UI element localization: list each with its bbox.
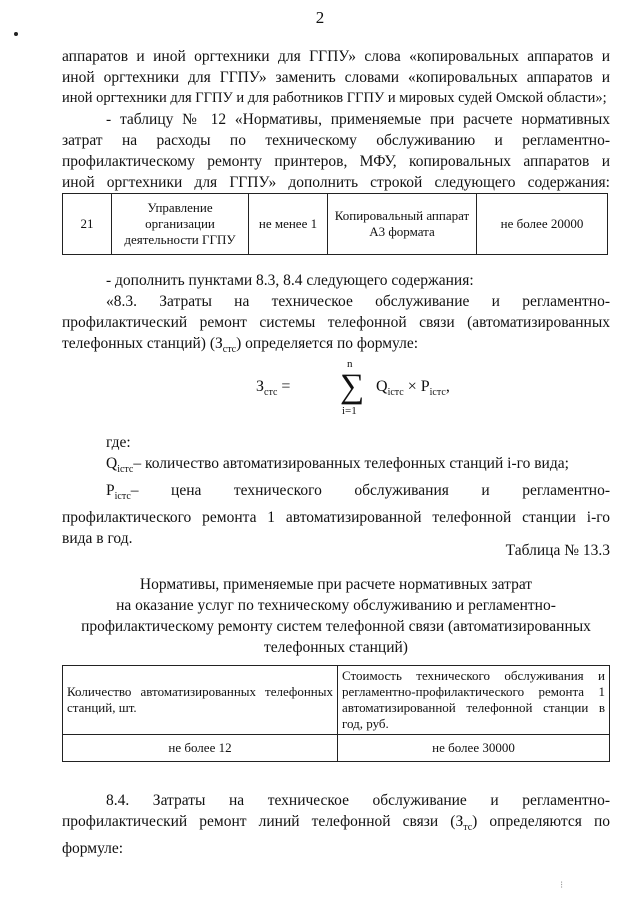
formula-rhs (376, 378, 450, 398)
formula-lhs-symbol: З (256, 378, 265, 395)
formula-equals: = (281, 378, 291, 395)
p83-text: телефонных станций) (З (62, 335, 223, 352)
table-title-line: телефонных станций) (264, 639, 408, 656)
table-title-line: Нормативы, применяемые при расчете нормативных затрат (139, 576, 533, 593)
p84-subscript: тс (463, 822, 473, 834)
table-row (63, 194, 608, 255)
p84-line (62, 811, 610, 838)
p-definition (62, 480, 610, 507)
scan-mark: ⁝ (560, 880, 564, 891)
p-text: – цена технического обслуживания и регламентно- (130, 482, 610, 500)
p-definition-line: вида в год. (62, 530, 133, 548)
intro-paragraph (62, 46, 610, 193)
p84-text: профилактический ремонт линий телефонной связи (З (62, 813, 464, 830)
scan-dot (14, 32, 18, 36)
sum-upper-limit: n (347, 358, 353, 370)
table-label: Таблица № 13.3 (505, 542, 610, 559)
table-header-row (63, 666, 610, 735)
value-cost: не более 30000 (338, 735, 610, 762)
table12-line: затрат на расходы по техническому обслуживанию и регламентно- (62, 132, 610, 149)
table12-line: иной оргтехники для ГГПУ» дополнить строкой следующего содержания: (62, 174, 610, 191)
header-quantity: Количество автоматизированных телефонных станций, шт. (63, 666, 338, 735)
formula-q: Q (376, 378, 388, 395)
table-12-row (62, 193, 608, 255)
p83-line: «8.3. Затраты на техническое обслуживание и регламентно- (106, 293, 610, 310)
p83-line: профилактический ремонт системы телефонной связи (автоматизированных (62, 314, 610, 331)
q-text: – количество автоматизированных телефонных станций i-го вида; (133, 455, 569, 472)
p84-tail: ) определяются по (472, 813, 611, 830)
table-title (62, 574, 610, 658)
add-points-line: - дополнить пунктами 8.3, 8.4 следующего содержания: (106, 272, 474, 289)
formula-end: , (445, 378, 450, 395)
p83-line-last (62, 333, 610, 360)
paragraph-8-3 (62, 270, 610, 360)
q-sub: iстс (117, 464, 134, 476)
p-sub: iстс (114, 491, 131, 503)
formula-lhs-sub: стс (264, 387, 278, 399)
intro-line: иной оргтехники для ГГПУ и для работников ГГПУ и мировых судей Омской области»; (62, 90, 607, 106)
formula-times: × (407, 378, 417, 395)
p83-tail: ) определяется по формуле: (236, 335, 419, 352)
formula-p-sub: iстс (429, 387, 446, 399)
row-quantity: не менее 1 (249, 194, 328, 255)
p83-subscript: стс (222, 344, 237, 356)
sum-lower-limit: i=1 (342, 405, 357, 417)
table-title-line: профилактическому ремонту систем телефонной связи (автоматизированных (81, 618, 591, 635)
row-organization: Управление организации деятельности ГГПУ (112, 194, 249, 255)
table12-line: - таблицу № 12 «Нормативы, применяемые при расчете нормативных (106, 111, 610, 128)
formula-p: P (420, 378, 430, 395)
formula-stc (256, 358, 456, 424)
p84-line: 8.4. Затраты на техническое обслуживание и регламентно- (106, 792, 610, 809)
intro-line: иной оргтехники для ГГПУ» заменить словами «копировальных аппаратов и (62, 69, 610, 86)
intro-line: аппаратов и иной оргтехники для ГГПУ» слова «копировальных аппаратов и (62, 48, 610, 65)
q-symbol: Q (106, 455, 118, 472)
row-number: 21 (63, 194, 112, 255)
table12-line: профилактическому ремонту принтеров, МФУ, копировальных аппаратов и (62, 153, 610, 170)
sigma-icon: ∑ (340, 368, 365, 405)
q-definition (62, 453, 610, 480)
where-label: где: (106, 434, 131, 451)
p-definition-line: профилактического ремонта 1 автоматизированной телефонной станции i-го (62, 509, 610, 527)
row-device: Копировальный аппарат А3 формата (328, 194, 477, 255)
row-limit: не более 20000 (477, 194, 608, 255)
table-13-3 (62, 665, 610, 762)
page-number: 2 (315, 8, 325, 27)
value-quantity: не более 12 (63, 735, 338, 762)
definitions (62, 432, 610, 549)
table-row (63, 735, 610, 762)
header-cost: Стоимость технического обслуживания и регламентно-профилактического ремонта 1 автоматизированной телефонной станции в год, руб. (338, 666, 610, 735)
table-title-line: на оказание услуг по техническому обслуживанию и регламентно- (116, 597, 556, 614)
p-symbol: P (106, 482, 115, 500)
formula-q-sub: iстс (387, 387, 404, 399)
p84-line-last: формуле: (62, 840, 124, 858)
formula-lhs (256, 378, 290, 398)
paragraph-8-4 (62, 790, 610, 859)
